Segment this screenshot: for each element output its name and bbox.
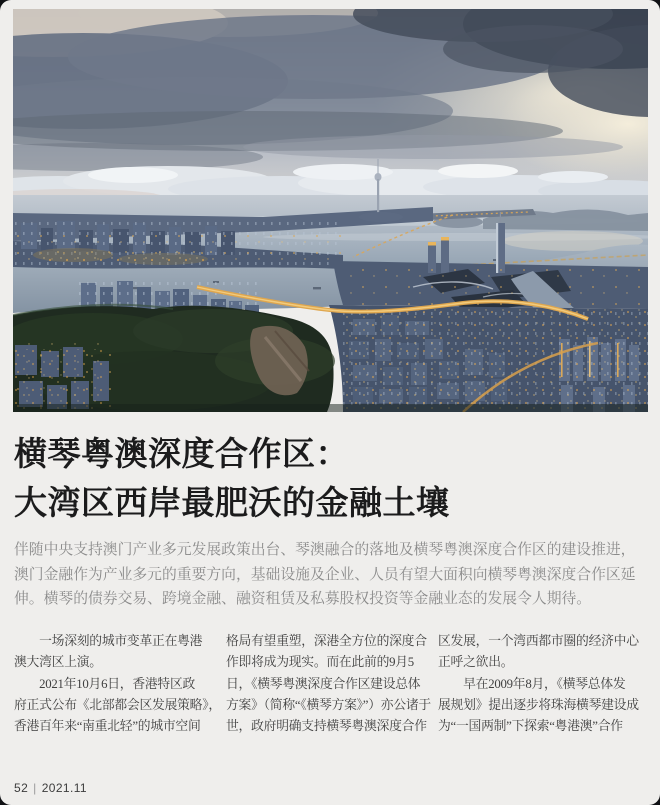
body-column-1 bbox=[14, 631, 221, 737]
body-line: 作即将成为现实。而在此前的9月5 bbox=[226, 655, 414, 670]
issue-date: 2021.11 bbox=[41, 781, 87, 795]
article-body bbox=[14, 631, 639, 737]
title-line-2: 大湾区西岸最肥沃的金融土壤 bbox=[14, 484, 450, 521]
body-column-2 bbox=[226, 631, 431, 737]
title-line-1: 横琴粤澳深度合作区： bbox=[14, 435, 349, 472]
page-footer bbox=[14, 781, 87, 795]
page-number: 52 bbox=[14, 781, 29, 795]
footer-separator: | bbox=[33, 781, 37, 795]
lede-line: 澳门金融作为产业多元的重要方向，基础设施及企业、人员有望大面积向横琴粤澳深度合作区延 bbox=[14, 566, 636, 583]
lede-line: 伸。横琴的债券交易、跨境金融、融资租赁及私募股权投资等金融业态的发展令人期待。 bbox=[14, 591, 592, 607]
body-line: 香港百年来“南重北轻”的城市空间 bbox=[14, 719, 201, 734]
body-line: 为“一国两制”下探索“粤港澳”合作 bbox=[438, 719, 623, 734]
body-line: 一场深刻的城市变革正在粤港 bbox=[14, 634, 203, 648]
article-lede bbox=[14, 538, 648, 612]
body-line: 日，《横琴粤澳深度合作区建设总体 bbox=[226, 676, 421, 691]
body-line: 府正式公布《北部都会区发展策略》， bbox=[14, 697, 221, 712]
article-title bbox=[14, 429, 450, 527]
lede-line: 伴随中央支持澳门产业多元发展政策出台、琴澳融合的落地及横琴粤澳深度合作区的建设推进， bbox=[14, 542, 636, 558]
aerial-cityscape-illustration bbox=[13, 9, 648, 412]
body-line: 澳大湾区上演。 bbox=[14, 655, 102, 670]
body-line: 格局有望重塑，深港全方位的深度合 bbox=[226, 634, 427, 648]
body-line: 世，政府明确支持横琴粤澳深度合作 bbox=[226, 719, 427, 734]
body-line: 展规划》提出逐步将珠海横琴建设成 bbox=[438, 697, 639, 712]
body-column-3 bbox=[438, 631, 639, 737]
body-line: 正呼之欲出。 bbox=[438, 655, 514, 670]
body-line: 2021年10月6日，香港特区政 bbox=[14, 676, 196, 691]
body-line: 早在2009年8月，《横琴总体发 bbox=[438, 676, 626, 691]
body-line: 区发展，一个湾西都市圈的经济中心 bbox=[438, 634, 639, 648]
body-line: 方案》（简称“《横琴方案》”）亦公诸于 bbox=[226, 697, 431, 712]
hero-photo bbox=[13, 9, 648, 412]
